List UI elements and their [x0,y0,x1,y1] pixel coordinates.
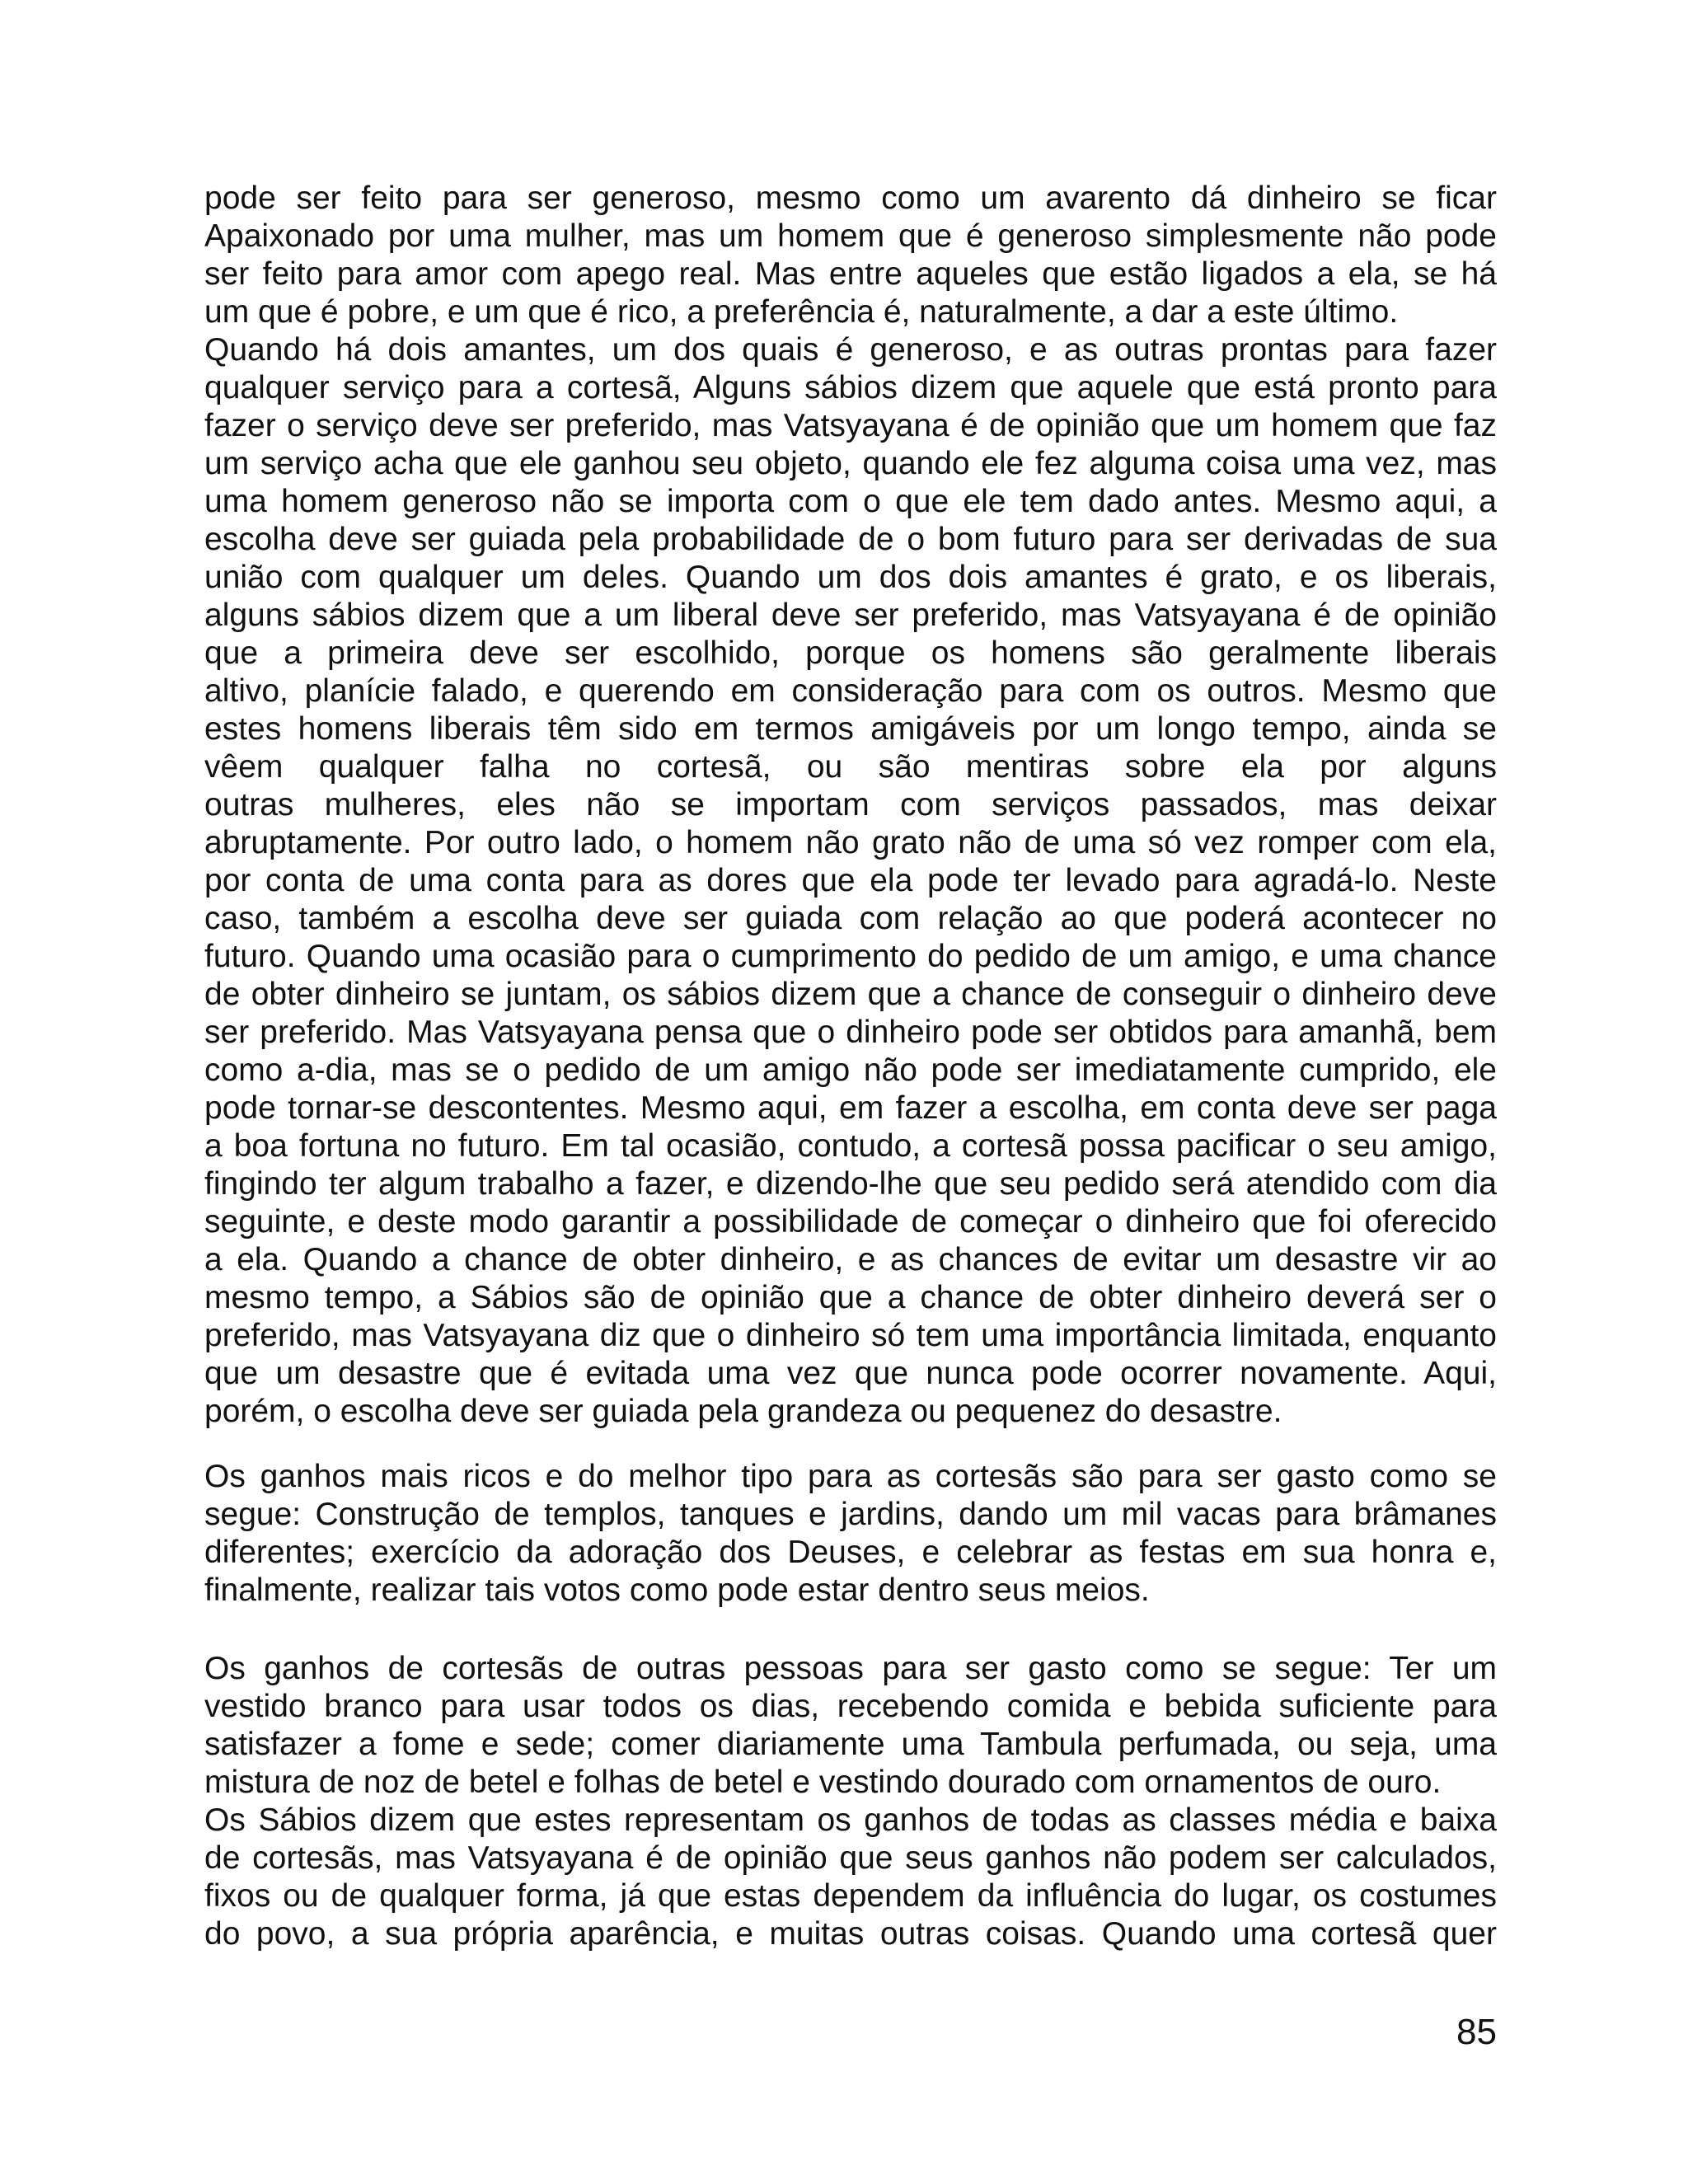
text-line: caso, também a escolha deve ser guiada com relação ao que poderá acontecer no [204,901,1497,936]
text-line: porém, o escolha deve ser guiada pela grandeza ou pequenez do desastre. [204,1394,1282,1429]
text-line: fixos ou de qualquer forma, já que estas dependem da influência do lugar, os costumes [204,1878,1497,1914]
text-line: Os Sábios dizem que estes representam os ganhos de todas as classes média e baixa [204,1802,1497,1838]
paragraph-3 [204,1650,1497,1953]
text-line: mesmo tempo, a Sábios são de opinião que a chance de obter dinheiro deverá ser o [204,1280,1497,1315]
text-line: alguns sábios dizem que a um liberal deve ser preferido, mas Vatsyayana é de opinião [204,598,1497,633]
text-line: finalmente, realizar tais votos como pode estar dentro seus meios. [204,1572,1150,1608]
text-line: fingindo ter algum trabalho a fazer, e dizendo-lhe que seu pedido será atendido com dia [204,1166,1497,1202]
text-line: segue: Construção de templos, tanques e jardins, dando um mil vacas para brâmanes [204,1497,1497,1532]
text-line: preferido, mas Vatsyayana diz que o dinheiro só tem uma importância limitada, enquanto [204,1318,1497,1353]
text-line: seguinte, e deste modo garantir a possibilidade de começar o dinheiro que foi oferecido [204,1204,1497,1240]
text-line: por conta de uma conta para as dores que ela pode ter levado para agradá-lo. Neste [204,863,1497,898]
text-line: diferentes; exercício da adoração dos Deuses, e celebrar as festas em sua honra e, [204,1535,1497,1570]
text-line: estes homens liberais têm sido em termos amigáveis por um longo tempo, ainda se [204,711,1497,747]
text-line: abruptamente. Por outro lado, o homem não grato não de uma só vez romper com ela, [204,825,1497,860]
text-line: fazer o serviço deve ser preferido, mas Vatsyayana é de opinião que um homem que faz [204,408,1497,443]
text-line: altivo, planície falado, e querendo em consideração para com os outros. Mesmo que [204,673,1497,709]
text-line: a boa fortuna no futuro. Em tal ocasião, contudo, a cortesã possa pacificar o seu amigo, [204,1128,1497,1164]
text-line: ser preferido. Mas Vatsyayana pensa que o dinheiro pode ser obtidos para amanhã, bem [204,1015,1497,1050]
page-number: 85 [1456,2012,1497,2052]
text-line: qualquer serviço para a cortesã, Alguns sábios dizem que aquele que está pronto para [204,370,1497,405]
text-line: ser feito para amor com apego real. Mas entre aqueles que estão ligados a ela, se há [204,256,1497,292]
text-line: um serviço acha que ele ganhou seu objeto, quando ele fez alguma coisa uma vez, mas [204,446,1497,481]
text-line: a ela. Quando a chance de obter dinheiro, e as chances de evitar um desastre vir ao [204,1242,1497,1277]
text-line: outras mulheres, eles não se importam com serviços passados, mas deixar [204,787,1497,823]
paragraph-2 [204,1458,1497,1610]
text-line: vestido branco para usar todos os dias, recebendo comida e bebida suficiente para [204,1689,1497,1724]
text-line: mistura de noz de betel e folhas de betel e vestindo dourado com ornamentos de ouro. [204,1765,1442,1800]
text-line: de cortesãs, mas Vatsyayana é de opinião que seus ganhos não podem ser calculados, [204,1840,1497,1876]
text-line: Os ganhos de cortesãs de outras pessoas para ser gasto como se segue: Ter um [204,1651,1497,1686]
text-line: como a-dia, mas se o pedido de um amigo não pode ser imediatamente cumprido, ele [204,1052,1497,1088]
text-line: Apaixonado por uma mulher, mas um homem que é generoso simplesmente não pode [204,218,1497,254]
text-line: futuro. Quando uma ocasião para o cumprimento do pedido de um amigo, e uma chance [204,939,1497,974]
text-line: de obter dinheiro se juntam, os sábios dizem que a chance de conseguir o dinheiro deve [204,977,1497,1012]
text-line: um que é pobre, e um que é rico, a preferência é, naturalmente, a dar a este último. [204,294,1399,330]
text-line: escolha deve ser guiada pela probabilidade de o bom futuro para ser derivadas de sua [204,522,1497,557]
text-line: pode tornar-se descontentes. Mesmo aqui, em fazer a escolha, em conta deve ser paga [204,1090,1497,1126]
text-line: Quando há dois amantes, um dos quais é generoso, e as outras prontas para fazer [204,332,1497,368]
text-line: Os ganhos mais ricos e do melhor tipo para as cortesãs são para ser gasto como se [204,1459,1497,1494]
text-line: união com qualquer um deles. Quando um dos dois amantes é grato, e os liberais, [204,560,1497,595]
text-line: pode ser feito para ser generoso, mesmo como um avarento dá dinheiro se ficar [204,180,1497,216]
text-line: uma homem generoso não se importa com o que ele tem dado antes. Mesmo aqui, a [204,484,1497,519]
paragraph-1 [204,180,1497,1431]
text-line: vêem qualquer falha no cortesã, ou são mentiras sobre ela por alguns [204,749,1497,785]
text-line: do povo, a sua própria aparência, e muitas outras coisas. Quando uma cortesã quer [204,1916,1497,1952]
text-line: que um desastre que é evitada uma vez que nunca pode ocorrer novamente. Aqui, [204,1356,1497,1391]
text-line: que a primeira deve ser escolhido, porque os homens são geralmente liberais [204,635,1497,671]
text-line: satisfazer a fome e sede; comer diariamente uma Tambula perfumada, ou seja, uma [204,1727,1497,1762]
